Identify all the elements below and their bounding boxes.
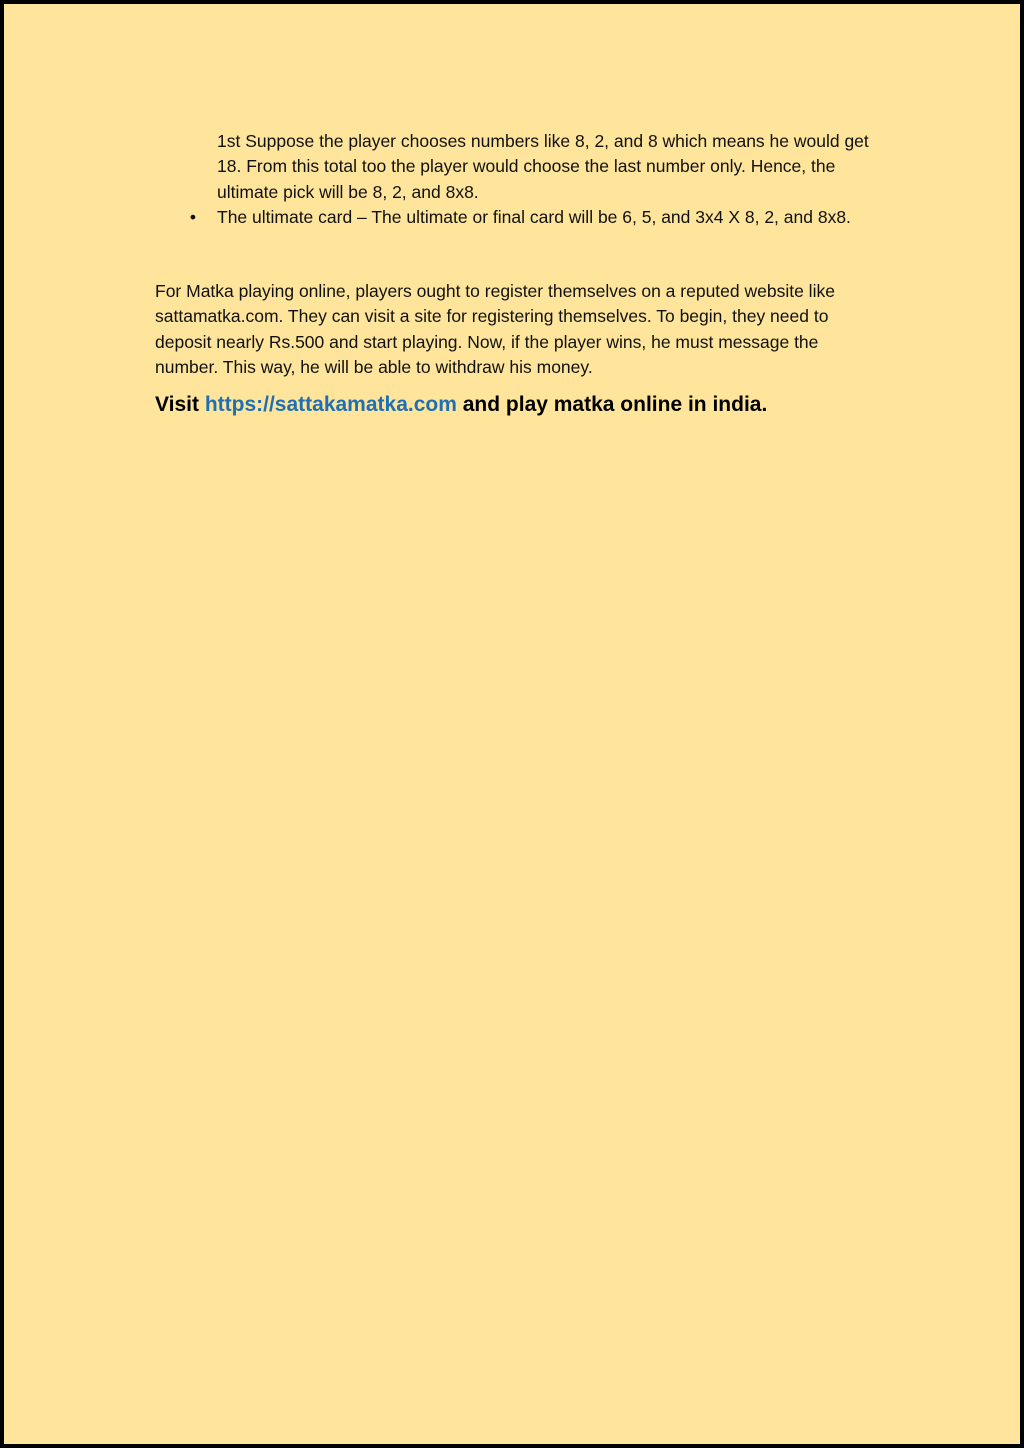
body-paragraph: For Matka playing online, players ought to register themselves on a reputed website like sattamatka.com. They can visit a site for registering themselves. To begin, they need to deposit nearly Rs.500 and start playing. Now, if the player wins, he must message the number. This way, he will be able to withdraw his money. — [155, 281, 835, 377]
cta-prefix: Visit — [155, 393, 205, 416]
list-item-continuation-text: 1st Suppose the player chooses numbers like 8, 2, and 8 which means he would get 18. From this total too the player would choose the last number only. Hence, the ultimate pick will be 8, 2, and 8x8. — [217, 131, 869, 202]
bullet-item-text: The ultimate card – The ultimate or final card will be 6, 5, and 3x4 X 8, 2, and 8x8. — [217, 207, 851, 227]
cta-suffix: and play matka online in india. — [456, 393, 768, 416]
bullet-icon: • — [189, 207, 197, 227]
bullet-list-item — [189, 205, 877, 230]
website-link[interactable]: https://sattakamatka.com — [204, 393, 457, 416]
call-to-action — [155, 390, 875, 420]
